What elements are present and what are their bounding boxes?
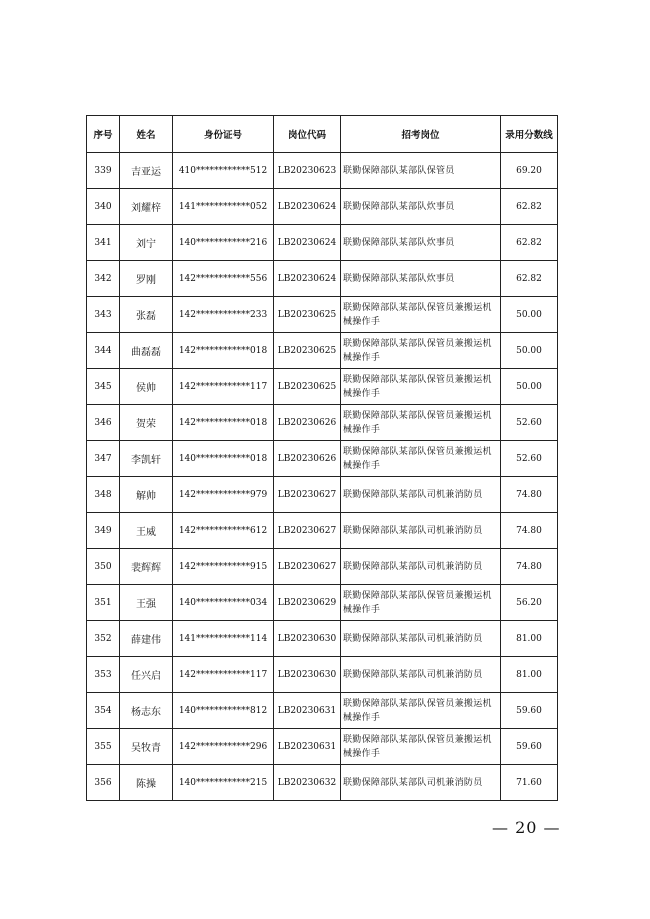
table-row	[87, 261, 558, 297]
cell-post: 联勤保障部队某部队炊事员	[341, 225, 501, 261]
cell-id-number: 142************233	[173, 297, 274, 333]
cell-id-number: 140************215	[173, 765, 274, 801]
table-row	[87, 765, 558, 801]
cell-name: 刘宁	[120, 225, 173, 261]
cell-post: 联勤保障部队某部队司机兼消防员	[341, 765, 501, 801]
cell-id-number: 140************216	[173, 225, 274, 261]
cell-name: 吴牧青	[120, 729, 173, 765]
cell-post: 联勤保障部队某部队司机兼消防员	[341, 621, 501, 657]
table-row	[87, 657, 558, 693]
cell-id-number: 142************556	[173, 261, 274, 297]
header-serial-no: 序号	[87, 116, 120, 153]
cell-name: 吉亚运	[120, 153, 173, 189]
cell-post: 联勤保障部队某部队保管员	[341, 153, 501, 189]
cell-name: 曲磊磊	[120, 333, 173, 369]
cell-id-number: 142************018	[173, 333, 274, 369]
table-row	[87, 405, 558, 441]
cell-score: 74.80	[501, 513, 558, 549]
cell-serial-no: 345	[87, 369, 120, 405]
cell-name: 王强	[120, 585, 173, 621]
cell-id-number: 140************018	[173, 441, 274, 477]
cell-post: 联勤保障部队某部队炊事员	[341, 189, 501, 225]
table-row	[87, 585, 558, 621]
cell-post: 联勤保障部队某部队保管员兼搬运机械操作手	[341, 405, 501, 441]
cell-post-code: LB20230626	[274, 405, 341, 441]
cell-post-code: LB20230630	[274, 621, 341, 657]
cell-post-code: LB20230624	[274, 225, 341, 261]
cell-serial-no: 354	[87, 693, 120, 729]
cell-serial-no: 350	[87, 549, 120, 585]
cell-id-number: 142************117	[173, 369, 274, 405]
cell-id-number: 141************114	[173, 621, 274, 657]
table-row	[87, 369, 558, 405]
cell-post: 联勤保障部队某部队保管员兼搬运机械操作手	[341, 585, 501, 621]
table-row	[87, 513, 558, 549]
header-post: 招考岗位	[341, 116, 501, 153]
cell-serial-no: 352	[87, 621, 120, 657]
table-row	[87, 693, 558, 729]
cell-post: 联勤保障部队某部队司机兼消防员	[341, 477, 501, 513]
cell-post-code: LB20230625	[274, 333, 341, 369]
cell-serial-no: 346	[87, 405, 120, 441]
cell-serial-no: 348	[87, 477, 120, 513]
cell-post: 联勤保障部队某部队保管员兼搬运机械操作手	[341, 693, 501, 729]
cell-post: 联勤保障部队某部队炊事员	[341, 261, 501, 297]
cell-score: 52.60	[501, 441, 558, 477]
cell-post: 联勤保障部队某部队司机兼消防员	[341, 549, 501, 585]
cell-name: 王威	[120, 513, 173, 549]
cell-post-code: LB20230625	[274, 369, 341, 405]
cell-score: 81.00	[501, 657, 558, 693]
cell-post-code: LB20230624	[274, 261, 341, 297]
cell-name: 解帅	[120, 477, 173, 513]
cell-score: 59.60	[501, 729, 558, 765]
cell-score: 81.00	[501, 621, 558, 657]
cell-name: 贺荣	[120, 405, 173, 441]
cell-id-number: 140************812	[173, 693, 274, 729]
cell-name: 李凯轩	[120, 441, 173, 477]
header-score: 录用分数线	[501, 116, 558, 153]
cell-post-code: LB20230629	[274, 585, 341, 621]
page-number: — 20 —	[492, 818, 561, 837]
cell-name: 张磊	[120, 297, 173, 333]
cell-post-code: LB20230625	[274, 297, 341, 333]
table-row	[87, 441, 558, 477]
cell-score: 62.82	[501, 225, 558, 261]
table-row	[87, 729, 558, 765]
cell-score: 62.82	[501, 261, 558, 297]
table-row	[87, 621, 558, 657]
cell-serial-no: 339	[87, 153, 120, 189]
cell-serial-no: 351	[87, 585, 120, 621]
table-header-row	[87, 116, 558, 153]
cell-post-code: LB20230631	[274, 729, 341, 765]
cell-post: 联勤保障部队某部队保管员兼搬运机械操作手	[341, 333, 501, 369]
cell-score: 50.00	[501, 297, 558, 333]
cell-post: 联勤保障部队某部队保管员兼搬运机械操作手	[341, 441, 501, 477]
cell-id-number: 410************512	[173, 153, 274, 189]
table-row	[87, 549, 558, 585]
table-row	[87, 153, 558, 189]
cell-post: 联勤保障部队某部队保管员兼搬运机械操作手	[341, 729, 501, 765]
cell-id-number: 142************915	[173, 549, 274, 585]
cell-id-number: 141************052	[173, 189, 274, 225]
table-row	[87, 333, 558, 369]
cell-name: 罗刚	[120, 261, 173, 297]
table-row	[87, 189, 558, 225]
cell-id-number: 142************296	[173, 729, 274, 765]
cell-name: 裴辉辉	[120, 549, 173, 585]
cell-name: 任兴启	[120, 657, 173, 693]
cell-serial-no: 349	[87, 513, 120, 549]
cell-serial-no: 347	[87, 441, 120, 477]
cell-post-code: LB20230630	[274, 657, 341, 693]
cell-score: 74.80	[501, 477, 558, 513]
header-post-code: 岗位代码	[274, 116, 341, 153]
cell-id-number: 142************018	[173, 405, 274, 441]
cell-serial-no: 342	[87, 261, 120, 297]
table-row	[87, 297, 558, 333]
cell-post-code: LB20230626	[274, 441, 341, 477]
cell-id-number: 140************034	[173, 585, 274, 621]
cell-score: 50.00	[501, 369, 558, 405]
table-row	[87, 477, 558, 513]
cell-score: 69.20	[501, 153, 558, 189]
cell-post-code: LB20230627	[274, 549, 341, 585]
table-body	[87, 153, 558, 801]
cell-post-code: LB20230631	[274, 693, 341, 729]
cell-post: 联勤保障部队某部队司机兼消防员	[341, 657, 501, 693]
cell-serial-no: 353	[87, 657, 120, 693]
cell-serial-no: 344	[87, 333, 120, 369]
cell-score: 62.82	[501, 189, 558, 225]
cell-score: 74.80	[501, 549, 558, 585]
table-row	[87, 225, 558, 261]
cell-serial-no: 341	[87, 225, 120, 261]
cell-score: 50.00	[501, 333, 558, 369]
results-table	[86, 115, 558, 801]
cell-post: 联勤保障部队某部队保管员兼搬运机械操作手	[341, 297, 501, 333]
cell-post-code: LB20230632	[274, 765, 341, 801]
cell-serial-no: 343	[87, 297, 120, 333]
cell-post-code: LB20230627	[274, 477, 341, 513]
cell-score: 52.60	[501, 405, 558, 441]
cell-name: 侯帅	[120, 369, 173, 405]
cell-name: 薛建伟	[120, 621, 173, 657]
cell-post: 联勤保障部队某部队司机兼消防员	[341, 513, 501, 549]
cell-post-code: LB20230624	[274, 189, 341, 225]
cell-serial-no: 356	[87, 765, 120, 801]
header-id-number: 身份证号	[173, 116, 274, 153]
cell-post-code: LB20230627	[274, 513, 341, 549]
cell-post-code: LB20230623	[274, 153, 341, 189]
cell-name: 刘耀梓	[120, 189, 173, 225]
cell-serial-no: 340	[87, 189, 120, 225]
cell-score: 56.20	[501, 585, 558, 621]
cell-post: 联勤保障部队某部队保管员兼搬运机械操作手	[341, 369, 501, 405]
header-name: 姓名	[120, 116, 173, 153]
cell-id-number: 142************979	[173, 477, 274, 513]
cell-score: 71.60	[501, 765, 558, 801]
cell-score: 59.60	[501, 693, 558, 729]
cell-name: 陈操	[120, 765, 173, 801]
cell-serial-no: 355	[87, 729, 120, 765]
cell-id-number: 142************117	[173, 657, 274, 693]
cell-name: 杨志东	[120, 693, 173, 729]
cell-id-number: 142************612	[173, 513, 274, 549]
